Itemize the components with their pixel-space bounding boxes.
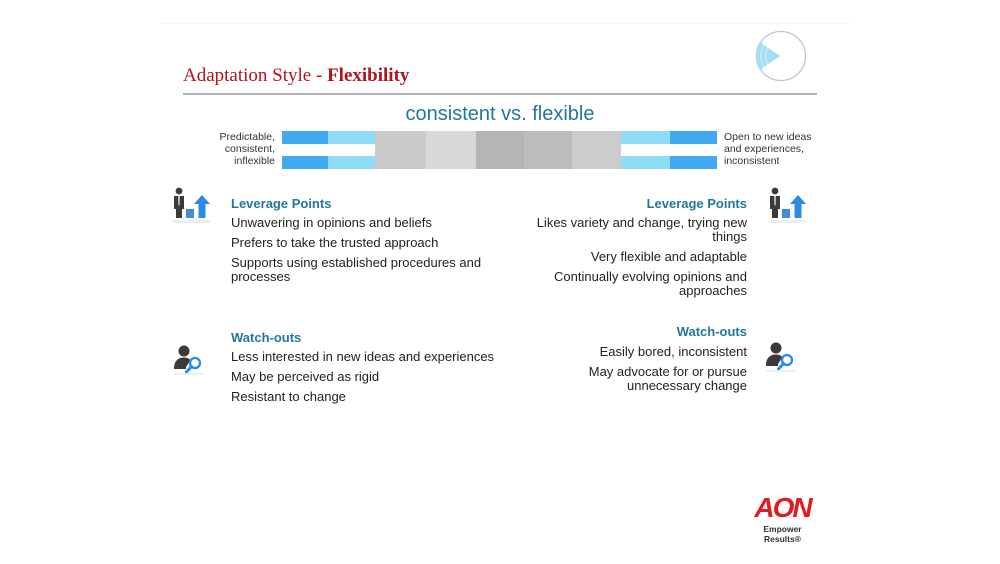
person-growth-icon: [767, 187, 807, 229]
aon-tagline: Empower Results®: [763, 524, 802, 544]
scale-left-label: [200, 131, 275, 167]
left-bottom-dark-blue: [282, 156, 328, 169]
list-item: Very flexible and adaptable: [590, 249, 747, 264]
list-item: Unwavering in opinions and beliefs: [231, 215, 432, 230]
aon-logo: [745, 494, 820, 544]
scale-left-line: inflexible: [234, 155, 275, 167]
list-item: Less interested in new ideas and experiences: [231, 349, 495, 364]
left-leverage-heading: Leverage Points: [231, 196, 332, 211]
scale-right-label: [724, 131, 824, 167]
left-watchouts-heading: Watch-outs: [231, 330, 302, 345]
list-item: May be perceived as rigid: [231, 369, 380, 384]
scale-left-line: Predictable,: [219, 131, 275, 143]
right-leverage-heading: Leverage Points: [646, 196, 747, 211]
left-bottom-light-blue: [328, 156, 375, 169]
right-watchouts-list: [547, 345, 747, 399]
aon-wordmark: AON: [754, 492, 811, 523]
left-watchouts-list: [231, 350, 531, 410]
title-divider: [183, 93, 817, 95]
scale-left-line: consistent,: [224, 143, 275, 155]
gray-segment-3: [476, 131, 524, 169]
gray-segment-4: [524, 131, 572, 169]
person-search-icon: [172, 343, 208, 379]
left-top-dark-blue: [282, 131, 328, 144]
title-prefix: Adaptation Style -: [183, 65, 328, 86]
scale-right-line: inconsistent: [724, 155, 780, 167]
right-top-dark-blue: [670, 131, 717, 144]
list-item: Prefers to take the trusted approach: [231, 235, 439, 250]
list-item: Resistant to change: [231, 389, 346, 404]
title-bold: Flexibility: [327, 65, 410, 86]
scale-subtitle: consistent vs. flexible: [405, 103, 595, 125]
left-top-light-blue: [328, 131, 375, 144]
right-top-light-blue: [621, 131, 670, 144]
right-watchouts-heading: Watch-outs: [676, 324, 747, 339]
right-bottom-light-blue: [621, 156, 670, 169]
scale-right-line: Open to new ideas: [724, 131, 812, 143]
right-leverage-list: [517, 216, 747, 304]
gray-segment-2: [426, 131, 476, 169]
list-item: Continually evolving opinions and approaches: [554, 269, 747, 298]
pie-progress-icon: [755, 30, 807, 82]
left-leverage-list: [231, 216, 511, 290]
list-item: Easily bored, inconsistent: [599, 344, 747, 359]
scale-right-line: and experiences,: [724, 143, 804, 155]
list-item: Likes variety and change, trying new things: [536, 215, 747, 244]
slide-top-edge: [160, 23, 850, 24]
person-search-icon: [764, 340, 800, 376]
gray-segment-5: [572, 131, 621, 169]
list-item: May advocate for or pursue unnecessary change: [588, 364, 747, 393]
person-growth-icon: [171, 187, 211, 229]
slide-title: [183, 65, 409, 87]
list-item: Supports using established procedures and processes: [231, 255, 482, 284]
gray-segment-1: [375, 131, 426, 169]
right-bottom-dark-blue: [670, 156, 717, 169]
